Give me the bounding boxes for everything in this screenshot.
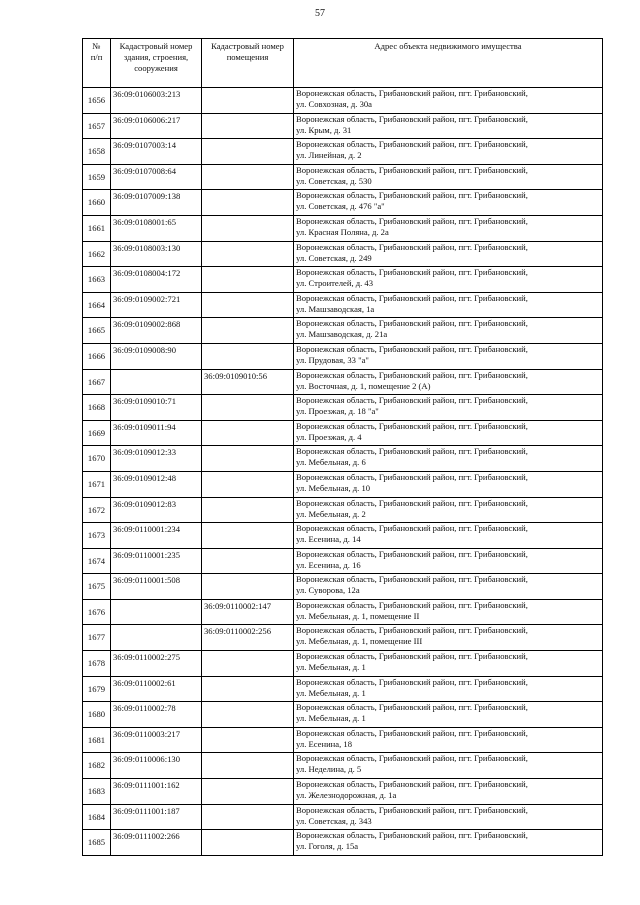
address-cell [294, 395, 603, 421]
address-line-2: ул. Советская, д. 476 "а" [296, 201, 385, 212]
address-line-1: Воронежская область, Грибановский район, пгт. Грибановский, [296, 420, 528, 431]
address-line-1: Воронежская область, Грибановский район, пгт. Грибановский, [296, 292, 528, 303]
address-cell [294, 727, 603, 753]
address-line-2: ул. Мебельная, д. 1 [296, 662, 366, 673]
header-number-line: п/п [90, 52, 103, 62]
row-number: 1671 [83, 471, 111, 497]
address-line-1: Воронежская область, Грибановский район, пгт. Грибановский, [296, 830, 528, 841]
table-row [83, 164, 603, 190]
address-line-1: Воронежская область, Грибановский район, пгт. Грибановский, [296, 369, 528, 380]
row-number: 1663 [83, 267, 111, 293]
row-number: 1680 [83, 702, 111, 728]
address-line-1: Воронежская область, Грибановский район, пгт. Грибановский, [296, 702, 528, 713]
address-line-2: ул. Есенина, 18 [296, 738, 352, 749]
table-row [83, 139, 603, 165]
table-row [83, 420, 603, 446]
premises-cadastral-number [202, 727, 294, 753]
row-number: 1684 [83, 804, 111, 830]
address-cell [294, 523, 603, 549]
premises-cadastral-number [202, 753, 294, 779]
address-cell [294, 369, 603, 395]
premises-cadastral-number [202, 420, 294, 446]
premises-cadastral-number: 36:09:0110002:147 [202, 599, 294, 625]
building-cadastral-number: 36:09:0109012:83 [111, 497, 202, 523]
building-cadastral-number: 36:09:0109010:71 [111, 395, 202, 421]
building-cadastral-number: 36:09:0110001:235 [111, 548, 202, 574]
premises-cadastral-number [202, 804, 294, 830]
row-number: 1670 [83, 446, 111, 472]
premises-cadastral-number [202, 779, 294, 805]
row-number: 1674 [83, 548, 111, 574]
address-line-1: Воронежская область, Грибановский район, пгт. Грибановский, [296, 779, 528, 790]
address-line-1: Воронежская область, Грибановский район, пгт. Грибановский, [296, 727, 528, 738]
row-number: 1664 [83, 292, 111, 318]
address-cell [294, 164, 603, 190]
header-address-line: Адрес объекта недвижимого имущества [374, 41, 522, 51]
row-number: 1685 [83, 830, 111, 856]
address-line-2: ул. Гоголя, д. 15а [296, 841, 359, 852]
table-row [83, 446, 603, 472]
address-line-1: Воронежская область, Грибановский район, пгт. Грибановский, [296, 599, 528, 610]
building-cadastral-number: 36:09:0107003:14 [111, 139, 202, 165]
row-number: 1656 [83, 88, 111, 114]
address-line-1: Воронежская область, Грибановский район, пгт. Грибановский, [296, 190, 528, 201]
row-number: 1675 [83, 574, 111, 600]
premises-cadastral-number [202, 676, 294, 702]
building-cadastral-number: 36:09:0108004:172 [111, 267, 202, 293]
row-number: 1660 [83, 190, 111, 216]
address-line-1: Воронежская область, Грибановский район, пгт. Грибановский, [296, 113, 528, 124]
building-cadastral-number: 36:09:0110001:234 [111, 523, 202, 549]
row-number: 1662 [83, 241, 111, 267]
address-cell [294, 343, 603, 369]
address-cell [294, 241, 603, 267]
premises-cadastral-number [202, 343, 294, 369]
premises-cadastral-number [202, 574, 294, 600]
address-cell [294, 548, 603, 574]
table-row [83, 113, 603, 139]
table-row [83, 599, 603, 625]
building-cadastral-number [111, 599, 202, 625]
address-cell [294, 446, 603, 472]
address-line-1: Воронежская область, Грибановский район, пгт. Грибановский, [296, 88, 528, 98]
table-row [83, 804, 603, 830]
address-line-2: ул. Мебельная, д. 1, помещение III [296, 636, 423, 647]
building-cadastral-number: 36:09:0111002:266 [111, 830, 202, 856]
row-number: 1666 [83, 343, 111, 369]
premises-cadastral-number [202, 318, 294, 344]
table-row [83, 369, 603, 395]
premises-cadastral-number [202, 446, 294, 472]
address-line-1: Воронежская область, Грибановский район, пгт. Грибановский, [296, 497, 528, 508]
address-cell [294, 625, 603, 651]
building-cadastral-number: 36:09:0110002:78 [111, 702, 202, 728]
header-building-line: сооружения [134, 63, 178, 73]
premises-cadastral-number [202, 523, 294, 549]
table-row [83, 215, 603, 241]
table-row [83, 88, 603, 114]
table-row [83, 267, 603, 293]
address-cell [294, 651, 603, 677]
address-line-1: Воронежская область, Грибановский район, пгт. Грибановский, [296, 753, 528, 764]
address-cell [294, 113, 603, 139]
premises-cadastral-number [202, 548, 294, 574]
table-body [83, 88, 603, 856]
table-row [83, 779, 603, 805]
premises-cadastral-number [202, 395, 294, 421]
address-line-1: Воронежская область, Грибановский район, пгт. Грибановский, [296, 625, 528, 636]
building-cadastral-number: 36:09:0109011:94 [111, 420, 202, 446]
header-number [83, 39, 111, 88]
row-number: 1673 [83, 523, 111, 549]
premises-cadastral-number [202, 497, 294, 523]
table-row [83, 676, 603, 702]
table-row [83, 292, 603, 318]
address-cell [294, 420, 603, 446]
address-line-2: ул. Мебельная, д. 6 [296, 457, 366, 468]
building-cadastral-number: 36:09:0111001:162 [111, 779, 202, 805]
building-cadastral-number: 36:09:0108001:65 [111, 215, 202, 241]
property-register-table [82, 38, 603, 856]
page-number: 57 [315, 8, 325, 19]
row-number: 1681 [83, 727, 111, 753]
row-number: 1683 [83, 779, 111, 805]
table-header-row [83, 39, 603, 88]
table-row [83, 523, 603, 549]
address-cell [294, 471, 603, 497]
premises-cadastral-number [202, 215, 294, 241]
address-line-1: Воронежская область, Грибановский район, пгт. Грибановский, [296, 804, 528, 815]
address-line-2: ул. Мебельная, д. 1 [296, 687, 366, 698]
row-number: 1678 [83, 651, 111, 677]
address-line-1: Воронежская область, Грибановский район, пгт. Грибановский, [296, 574, 528, 585]
premises-cadastral-number [202, 241, 294, 267]
row-number: 1677 [83, 625, 111, 651]
building-cadastral-number: 36:09:0109002:721 [111, 292, 202, 318]
address-line-1: Воронежская область, Грибановский район, пгт. Грибановский, [296, 241, 528, 252]
building-cadastral-number: 36:09:0110006:130 [111, 753, 202, 779]
address-line-1: Воронежская область, Грибановский район, пгт. Грибановский, [296, 395, 528, 406]
address-line-2: ул. Крым, д. 31 [296, 124, 352, 135]
address-cell [294, 215, 603, 241]
address-line-2: ул. Советская, д. 530 [296, 175, 372, 186]
table-row [83, 343, 603, 369]
premises-cadastral-number [202, 113, 294, 139]
building-cadastral-number: 36:09:0108003:130 [111, 241, 202, 267]
row-number: 1668 [83, 395, 111, 421]
address-line-2: ул. Мебельная, д. 2 [296, 508, 366, 519]
building-cadastral-number: 36:09:0110002:275 [111, 651, 202, 677]
table-row [83, 190, 603, 216]
header-building-line: здания, строения, [123, 52, 189, 62]
building-cadastral-number [111, 625, 202, 651]
row-number: 1669 [83, 420, 111, 446]
table-row [83, 395, 603, 421]
row-number: 1661 [83, 215, 111, 241]
address-line-2: ул. Есенина, д. 16 [296, 559, 361, 570]
row-number: 1676 [83, 599, 111, 625]
address-line-2: ул. Советская, д. 343 [296, 815, 372, 826]
building-cadastral-number: 36:09:0109012:48 [111, 471, 202, 497]
address-line-2: ул. Совхозная, д. 30а [296, 99, 372, 109]
address-cell [294, 804, 603, 830]
row-number: 1659 [83, 164, 111, 190]
premises-cadastral-number [202, 702, 294, 728]
address-line-1: Воронежская область, Грибановский район, пгт. Грибановский, [296, 548, 528, 559]
building-cadastral-number: 36:09:0111001:187 [111, 804, 202, 830]
row-number: 1658 [83, 139, 111, 165]
table-row [83, 318, 603, 344]
building-cadastral-number: 36:09:0106003:213 [111, 88, 202, 114]
address-line-2: ул. Есенина, д. 14 [296, 534, 361, 545]
premises-cadastral-number [202, 164, 294, 190]
address-cell [294, 497, 603, 523]
building-cadastral-number: 36:09:0110003:217 [111, 727, 202, 753]
table-row [83, 241, 603, 267]
table-row [83, 702, 603, 728]
row-number: 1679 [83, 676, 111, 702]
table-row [83, 727, 603, 753]
premises-cadastral-number [202, 190, 294, 216]
table-row [83, 830, 603, 856]
premises-cadastral-number [202, 292, 294, 318]
address-line-2: ул. Железнодорожная, д. 1а [296, 790, 397, 801]
address-cell [294, 599, 603, 625]
building-cadastral-number: 36:09:0107008:64 [111, 164, 202, 190]
address-cell [294, 830, 603, 856]
address-line-2: ул. Машзаводская, 1а [296, 303, 375, 314]
address-cell [294, 702, 603, 728]
row-number: 1665 [83, 318, 111, 344]
table-row [83, 753, 603, 779]
premises-cadastral-number [202, 471, 294, 497]
premises-cadastral-number [202, 139, 294, 165]
table-row [83, 625, 603, 651]
address-line-2: ул. Мебельная, д. 1, помещение II [296, 610, 420, 621]
address-line-2: ул. Мебельная, д. 10 [296, 482, 371, 493]
building-cadastral-number [111, 369, 202, 395]
address-cell [294, 318, 603, 344]
address-line-2: ул. Мебельная, д. 1 [296, 713, 366, 724]
building-cadastral-number: 36:09:0109002:868 [111, 318, 202, 344]
address-cell [294, 190, 603, 216]
address-cell [294, 779, 603, 805]
table-row [83, 497, 603, 523]
table-row [83, 574, 603, 600]
header-premises-line: Кадастровый номер [211, 41, 284, 51]
premises-cadastral-number [202, 651, 294, 677]
address-line-2: ул. Строителей, д. 43 [296, 278, 374, 289]
premises-cadastral-number [202, 830, 294, 856]
address-line-1: Воронежская область, Грибановский район, пгт. Грибановский, [296, 446, 528, 457]
address-line-2: ул. Проезжая, д. 18 "а" [296, 406, 379, 417]
address-line-1: Воронежская область, Грибановский район, пгт. Грибановский, [296, 267, 528, 278]
building-cadastral-number: 36:09:0110002:61 [111, 676, 202, 702]
address-line-2: ул. Советская, д. 249 [296, 252, 372, 263]
building-cadastral-number: 36:09:0109008:90 [111, 343, 202, 369]
row-number: 1657 [83, 113, 111, 139]
address-line-1: Воронежская область, Грибановский район, пгт. Грибановский, [296, 318, 528, 329]
address-line-2: ул. Машзаводская, д. 21а [296, 329, 388, 340]
row-number: 1672 [83, 497, 111, 523]
address-line-1: Воронежская область, Грибановский район, пгт. Грибановский, [296, 676, 528, 687]
address-line-1: Воронежская область, Грибановский район, пгт. Грибановский, [296, 343, 528, 354]
address-cell [294, 88, 603, 114]
header-building-cadastral [111, 39, 202, 88]
address-line-1: Воронежская область, Грибановский район, пгт. Грибановский, [296, 164, 528, 175]
address-line-2: ул. Линейная, д. 2 [296, 150, 362, 161]
address-line-1: Воронежская область, Грибановский район, пгт. Грибановский, [296, 651, 528, 662]
address-line-2: ул. Неделина, д. 5 [296, 764, 362, 775]
address-line-1: Воронежская область, Грибановский район, пгт. Грибановский, [296, 471, 528, 482]
row-number: 1682 [83, 753, 111, 779]
building-cadastral-number: 36:09:0106006:217 [111, 113, 202, 139]
address-cell [294, 139, 603, 165]
row-number: 1667 [83, 369, 111, 395]
header-address [294, 39, 603, 88]
building-cadastral-number: 36:09:0109012:33 [111, 446, 202, 472]
premises-cadastral-number [202, 88, 294, 114]
address-line-1: Воронежская область, Грибановский район, пгт. Грибановский, [296, 139, 528, 150]
address-cell [294, 753, 603, 779]
premises-cadastral-number: 36:09:0109010:56 [202, 369, 294, 395]
address-line-2: ул. Восточная, д. 1, помещение 2 (А) [296, 380, 431, 391]
address-line-2: ул. Суворова, 12а [296, 585, 360, 596]
address-cell [294, 676, 603, 702]
table-row [83, 471, 603, 497]
address-line-2: ул. Проезжая, д. 4 [296, 431, 362, 442]
table-row [83, 548, 603, 574]
address-line-1: Воронежская область, Грибановский район, пгт. Грибановский, [296, 215, 528, 226]
building-cadastral-number: 36:09:0110001:508 [111, 574, 202, 600]
address-cell [294, 574, 603, 600]
building-cadastral-number: 36:09:0107009:138 [111, 190, 202, 216]
premises-cadastral-number: 36:09:0110002:256 [202, 625, 294, 651]
premises-cadastral-number [202, 267, 294, 293]
header-premises-cadastral [202, 39, 294, 88]
address-line-1: Воронежская область, Грибановский район, пгт. Грибановский, [296, 523, 528, 534]
table-row [83, 651, 603, 677]
header-premises-line: помещения [226, 52, 269, 62]
address-line-2: ул. Прудовая, 33 "а" [296, 354, 369, 365]
address-line-2: ул. Красная Поляна, д. 2а [296, 226, 389, 237]
address-cell [294, 292, 603, 318]
address-cell [294, 267, 603, 293]
header-number-line: № [92, 41, 101, 51]
header-building-line: Кадастровый номер [119, 41, 193, 51]
